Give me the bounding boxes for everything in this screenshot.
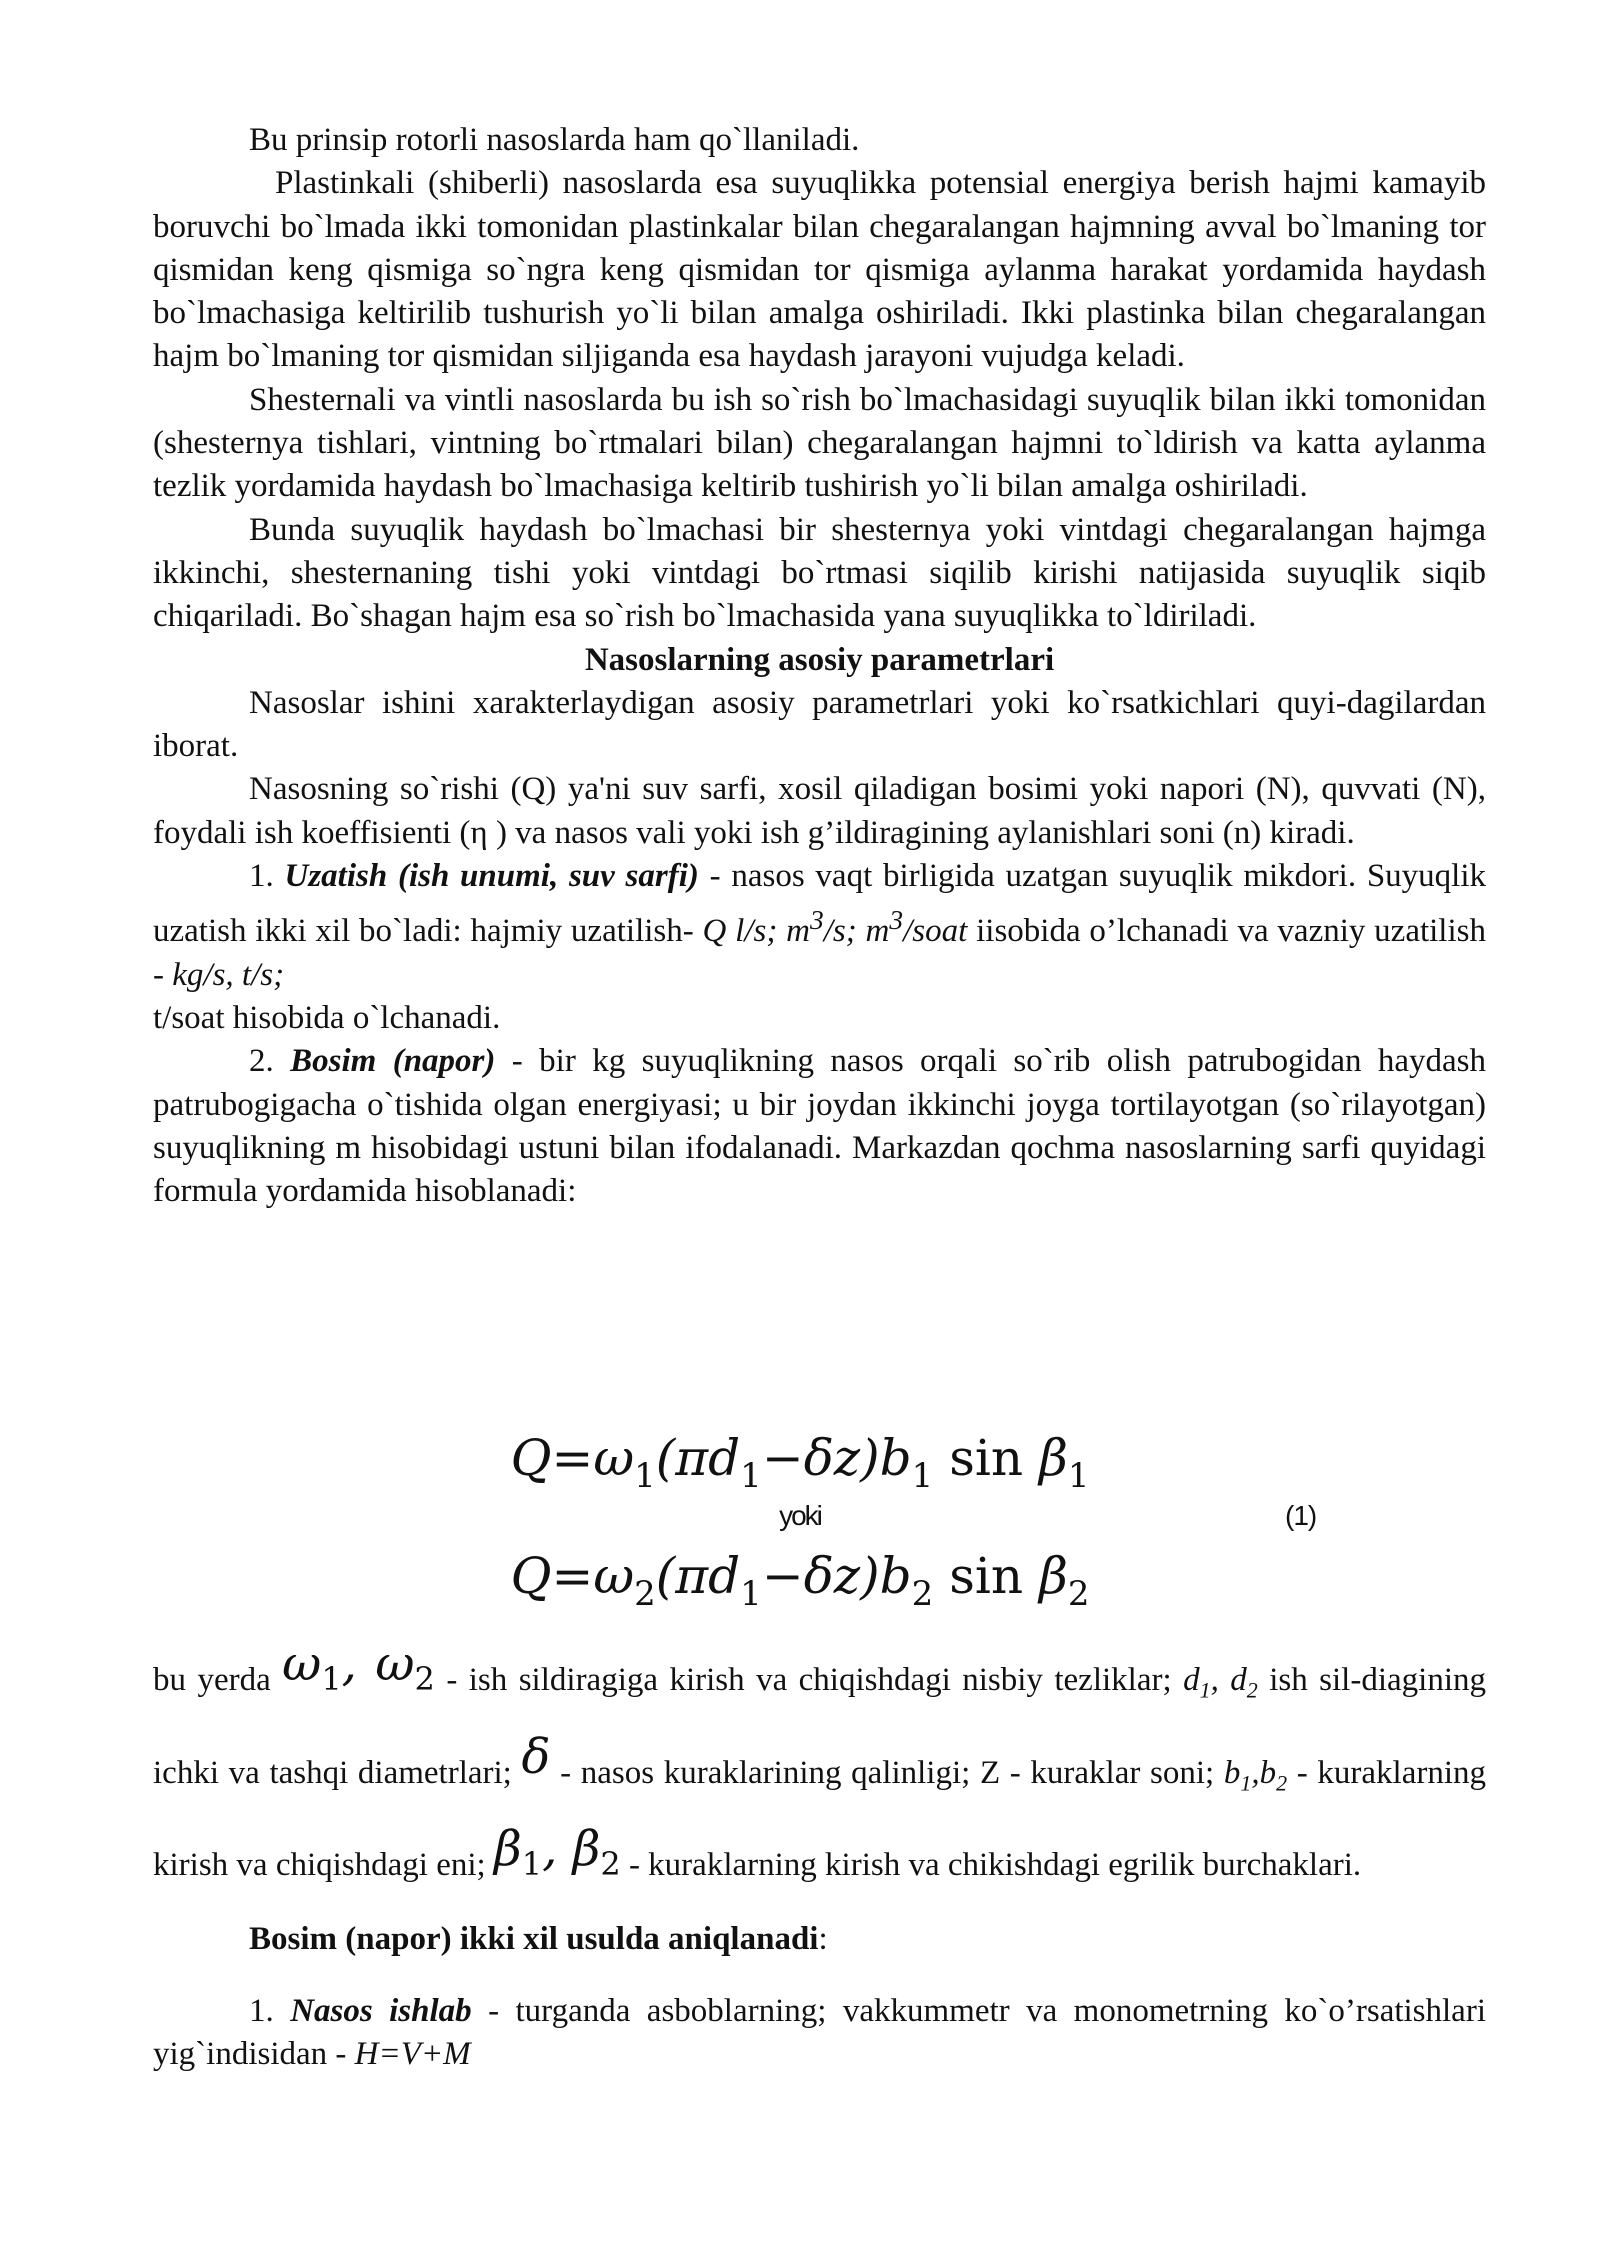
beta-symbols: $\beta_1$, $\beta_2$: [493, 1821, 621, 1884]
item-number: 2.: [249, 1043, 291, 1080]
paragraph-plate-pumps: Plastinkali (shiberli) nasoslarda esa suyuqlikka potensial energiya berish hajmi kamayib boruvchi bo`lmada ikki tomonidan plastinkalar bilan chegaralangan hajmning avval bo`lmaning tor qismidan keng qismiga so`ngra keng qismidan tor qismiga aylanma harakat yordamida haydash bo`lmachasiga keltirilib tushurish yo`li bilan amalga oshiriladi. Ikki plastinka bilan chegaralangan hajm bo`lmaning tor qismidan siljiganda esa haydash jarayoni vujudga keladi.: [153, 165, 1486, 375]
delivery-text: - nasos vaqt birligida uzatgan suyuqlik mikdori. Suyuqlik uzatish ikki xil bo`ladi: hajmiy uzatilish-: [153, 858, 1487, 950]
formula-hvm: H=V+M: [354, 2036, 471, 2073]
pressure-text: - bir kg suyuqlikning nasos orqali so`rib olish patrubogidan haydash patrubogigacha o`tishida olgan energiyasi; u bir joydan ikkinchi joyga tortilayotgan (so`rilayotgan) suyuqlikning m hisobidagi ustuni bilan ifodalanadi. Markazdan qochma nasoslarning sarfi quyidagi formula yordamida hisoblanadi:: [153, 1043, 1486, 1210]
units-mass: kg/s, t/s;: [172, 956, 285, 993]
paragraph-discharge: Bunda suyuqlik haydash bo`lmachasi bir shesternya yoki vintdagi chegaralangan hajmga ikkinchi, shesternaning tishi yoki vintdagi bo`rtmasi siqilib kirishi natijasida suyuqlik siqib chiqariladi. Bo`shagan hajm esa so`rish bo`lmachasida yana suyuqlikka to`ldiriladi.: [153, 511, 1486, 635]
paragraph-parameters-intro: Nasoslar ishini xarakterlaydigan asosiy parametrlari yoki ko`rsatkichlari quyi-dagilardan iborat.: [153, 684, 1486, 765]
formula-line-1: $Q=\omega_1(\pi d_1-\delta z)b_1$ $\sin \beta_1$: [510, 1429, 1090, 1496]
eta-symbol: η: [470, 814, 488, 851]
item-method-1: 1. Nasos ishlab - turganda asboblarning; vakkummetr va monometrning ko`o’rsatishlari yig`indisidan - H=V+M: [153, 1993, 1486, 2073]
pressure-methods-block: [153, 1918, 1486, 1961]
term-delivery: Uzatish (ish unumi, suv sarfi): [284, 858, 699, 895]
section-heading-parameters: Nasoslarning asosiy parametrlari: [584, 641, 1055, 678]
section-heading-pressure: Bosim (napor) ikki xil usulda aniqlanadi:: [249, 1921, 828, 1957]
units-volumetric: Q l/s; $m^3/s$; $m^3$/soat: [702, 904, 968, 950]
item-delivery: [153, 855, 1486, 997]
paragraph-gear-screw-pumps: Shesternali va vintli nasoslarda bu ish so`rish bo`lmachasidagi suyuqlik bilan ikki tomonidan (shesternya tishlari, vintning bo`rtmalari bilan) chegaralangan hajmni to`ldirish va katta aylanma tezlik yordamida haydash bo`lmachasiga keltirib tushirish yo`li bilan amalga oshiriladi.: [153, 381, 1486, 505]
item-number: 1.: [249, 858, 285, 895]
formula-number: (1): [1285, 1500, 1317, 1531]
paragraph-parameters-list: [153, 768, 1486, 855]
delivery-text-2: iisobida o’lchanadi va vazniy uzatilish -: [153, 913, 1486, 993]
item-pressure: [153, 1040, 1486, 1213]
definitions-block: [153, 1636, 1486, 1903]
term-method-1: Nasos ishlab: [290, 1993, 472, 2029]
term-pressure: Bosim (napor): [290, 1043, 496, 1080]
paragraph-rotor: Bu prinsip rotorli nasoslarda ham qo`llaniladi.: [249, 122, 860, 158]
formula-line-2: $Q=\omega_2(\pi d_1-\delta z)b_2$ $\sin \beta_2$: [510, 1547, 1090, 1614]
delta-symbol: δ: [521, 1728, 551, 1785]
method-1-block: [153, 1990, 1486, 2077]
parameters-text-b: ) va nasos vali yoki ish g’ildiragining aylanishlari soni (n) kiradi.: [487, 814, 1355, 851]
paragraphs-intro: [153, 119, 1486, 1213]
delivery-text-3: t/soat hisobida o`lchanadi.: [153, 999, 501, 1036]
parameters-text-a: Nasosning so`rishi (Q) ya'ni suv sarfi, xosil qiladigan bosimi yoki napori (N), quvvati (N), foydali ish koeffisienti (: [153, 771, 1486, 851]
omega-symbols: $\omega_1$, $\omega_2$: [282, 1636, 435, 1698]
paragraph-definitions: bu yerda $\omega_1$, $\omega_2$ - ish sildiragiga kirish va chiqishdagi nisbiy tezliklar; $d_1$, $d_2$ ish sil-diagining ichki va tashqi diametrlari; δ - nasos kuraklarining qalinligi; Z - kuraklar soni; $b_1,b_2$ - kuraklarning kirish va chiqishdagi eni; $\beta_1$, $\beta_2$ - kuraklarning kirish va chikishdagi egrilik burchaklari.: [153, 1636, 1487, 1884]
formula-yoki: yoki: [779, 1500, 821, 1531]
